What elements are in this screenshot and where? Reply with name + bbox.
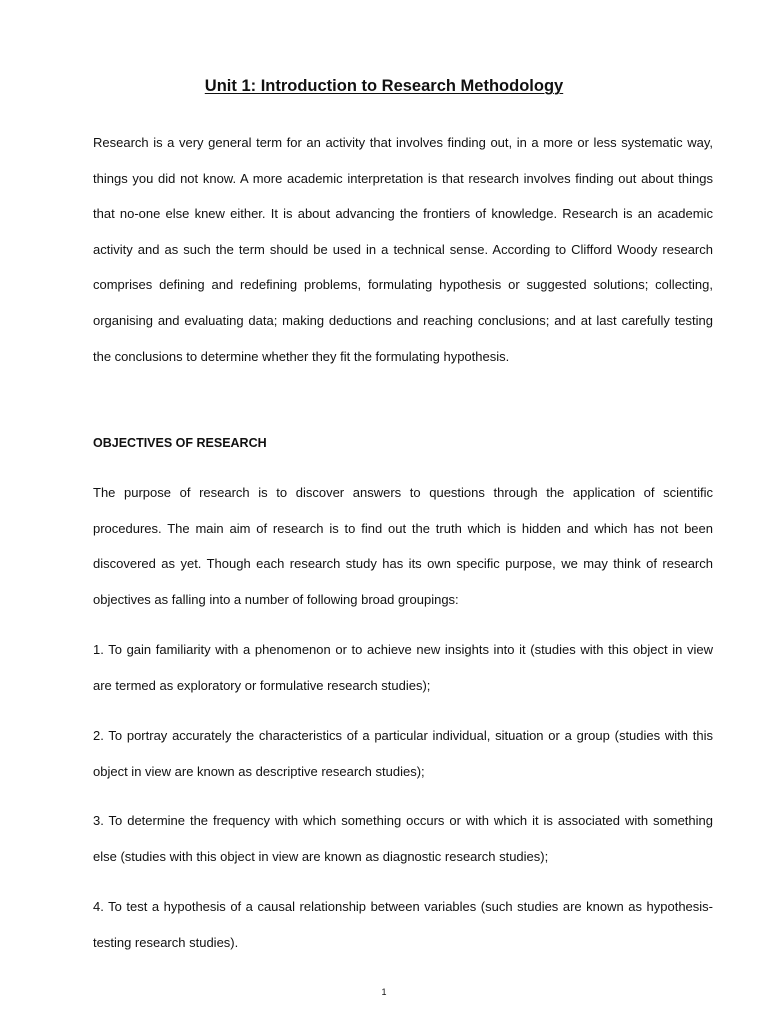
section-heading-objectives: OBJECTIVES OF RESEARCH	[93, 436, 267, 450]
objective-item-3: 3. To determine the frequency with which something occurs or with which it is associated with something else (studies with this object in view are known as diagnostic research studies);	[93, 813, 713, 864]
page-title	[0, 74, 768, 98]
objective-item-4: 4. To test a hypothesis of a causal relationship between variables (such studies are known as hypothesis-testing research studies).	[93, 899, 713, 950]
page-title-text: Unit 1: Introduction to Research Methodology	[204, 77, 564, 95]
purpose-paragraph: The purpose of research is to discover answers to questions through the application of scientific procedures. The main aim of research is to find out the truth which is hidden and which has not been discovered as yet. Though each research study has its own specific purpose, we may think of research objectives as falling into a number of following broad groupings:	[93, 485, 713, 607]
objective-item-2: 2. To portray accurately the characteristics of a particular individual, situation or a group (studies with this object in view are known as descriptive research studies);	[93, 728, 713, 779]
objective-item-1: 1. To gain familiarity with a phenomenon or to achieve new insights into it (studies with this object in view are termed as exploratory or formulative research studies);	[93, 642, 713, 693]
intro-paragraph: Research is a very general term for an activity that involves finding out, in a more or less systematic way, things you did not know. A more academic interpretation is that research involves finding out about things that no-one else knew either. It is about advancing the frontiers of knowledge. Research is an academic activity and as such the term should be used in a technical sense. According to Clifford Woody research comprises defining and redefining problems, formulating hypothesis or suggested solutions; collecting, organising and evaluating data; making deductions and reaching conclusions; and at last carefully testing the conclusions to determine whether they fit the formulating hypothesis.	[93, 135, 713, 364]
page-number: 1	[381, 987, 387, 997]
